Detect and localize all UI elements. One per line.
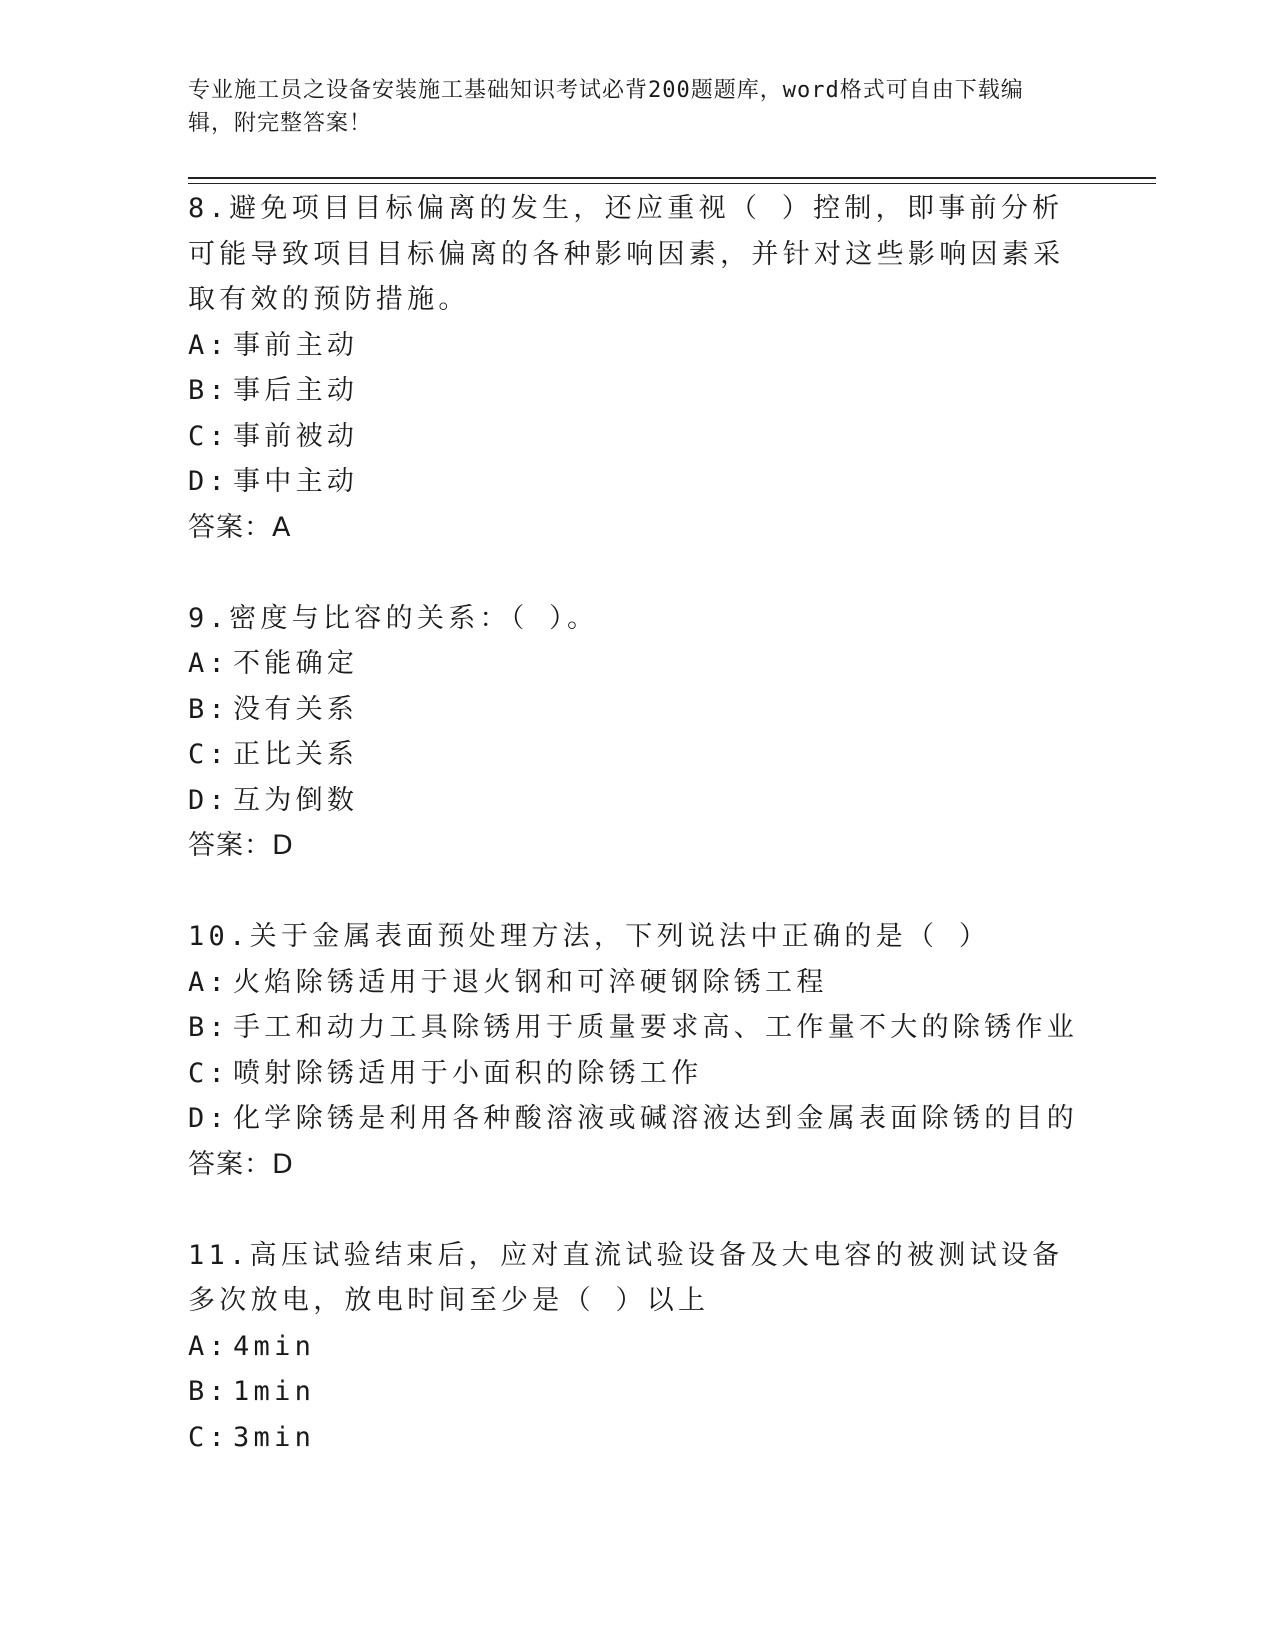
question-8 bbox=[188, 186, 1088, 550]
option-d bbox=[188, 459, 1088, 505]
option-key: D: bbox=[188, 784, 230, 816]
option-c bbox=[188, 1051, 1088, 1097]
option-text: 互为倒数 bbox=[233, 784, 359, 816]
option-text: 事前主动 bbox=[233, 329, 359, 361]
header-rule-thin bbox=[188, 183, 1156, 184]
option-key: C: bbox=[188, 420, 230, 452]
question-text: 10.关于金属表面预处理方法，下列说法中正确的是（ ） bbox=[188, 921, 991, 952]
option-key: C: bbox=[188, 1421, 230, 1453]
option-text: 正比关系 bbox=[233, 739, 359, 770]
answer-line: 答案：D bbox=[188, 1148, 294, 1180]
option-text: 喷射除锈适用于小面积的除锈工作 bbox=[233, 1057, 703, 1089]
question-text: 8.避免项目目标偏离的发生，还应重视（ ）控制，即事前分析可能导致项目目标偏离的各种影响因素，并针对这些影响因素采取有效的预防措施。 bbox=[188, 193, 1065, 315]
option-text: 3min bbox=[233, 1421, 316, 1453]
option-b bbox=[188, 1369, 1088, 1415]
option-a bbox=[188, 641, 1088, 687]
option-b bbox=[188, 687, 1088, 733]
option-a bbox=[188, 1324, 1088, 1370]
option-key: A: bbox=[188, 648, 230, 679]
option-key: B: bbox=[188, 1376, 230, 1407]
option-text: 没有关系 bbox=[233, 693, 359, 725]
option-a bbox=[188, 323, 1088, 369]
document-header: 专业施工员之设备安装施工基础知识考试必背200题题库，word格式可自由下载编辑，附完整答案！ bbox=[188, 78, 1024, 136]
option-text: 事前被动 bbox=[233, 420, 359, 452]
answer-line: 答案：A bbox=[188, 511, 292, 543]
option-text: 火焰除锈适用于退火钢和可淬硬钢除锈工程 bbox=[233, 966, 828, 998]
question-10 bbox=[188, 914, 1088, 1187]
option-text: 事中主动 bbox=[233, 466, 359, 497]
option-c bbox=[188, 732, 1088, 778]
option-key: D: bbox=[188, 1103, 230, 1134]
option-a bbox=[188, 960, 1088, 1006]
question-text: 9.密度与比容的关系：（ ）。 bbox=[188, 602, 599, 634]
option-text: 4min bbox=[233, 1330, 316, 1362]
option-text: 手工和动力工具除锈用于质量要求高、工作量不大的除锈作业 bbox=[233, 1012, 1079, 1043]
option-d bbox=[188, 1096, 1088, 1142]
question-list bbox=[188, 186, 1088, 1460]
option-c bbox=[188, 414, 1088, 460]
option-key: B: bbox=[188, 1012, 230, 1043]
option-key: A: bbox=[188, 1330, 230, 1362]
option-b bbox=[188, 1005, 1088, 1051]
option-key: B: bbox=[188, 693, 230, 725]
option-key: A: bbox=[188, 329, 230, 361]
option-text: 事后主动 bbox=[233, 375, 359, 406]
option-text: 不能确定 bbox=[233, 648, 359, 679]
answer-line: 答案：D bbox=[188, 830, 294, 861]
option-text: 1min bbox=[233, 1376, 316, 1407]
header-rule-thick bbox=[188, 177, 1156, 179]
option-c bbox=[188, 1415, 1088, 1461]
question-text: 11.高压试验结束后，应对直流试验设备及大电容的被测试设备多次放电，放电时间至少是（ ）以上 bbox=[188, 1239, 1064, 1316]
option-b bbox=[188, 368, 1088, 414]
option-d bbox=[188, 778, 1088, 824]
question-11 bbox=[188, 1233, 1088, 1461]
option-key: C: bbox=[188, 1057, 230, 1089]
option-key: C: bbox=[188, 739, 230, 770]
option-key: B: bbox=[188, 375, 230, 406]
option-key: D: bbox=[188, 466, 230, 497]
option-text: 化学除锈是利用各种酸溶液或碱溶液达到金属表面除锈的目的 bbox=[233, 1103, 1079, 1134]
option-key: A: bbox=[188, 966, 230, 998]
question-9 bbox=[188, 596, 1088, 869]
